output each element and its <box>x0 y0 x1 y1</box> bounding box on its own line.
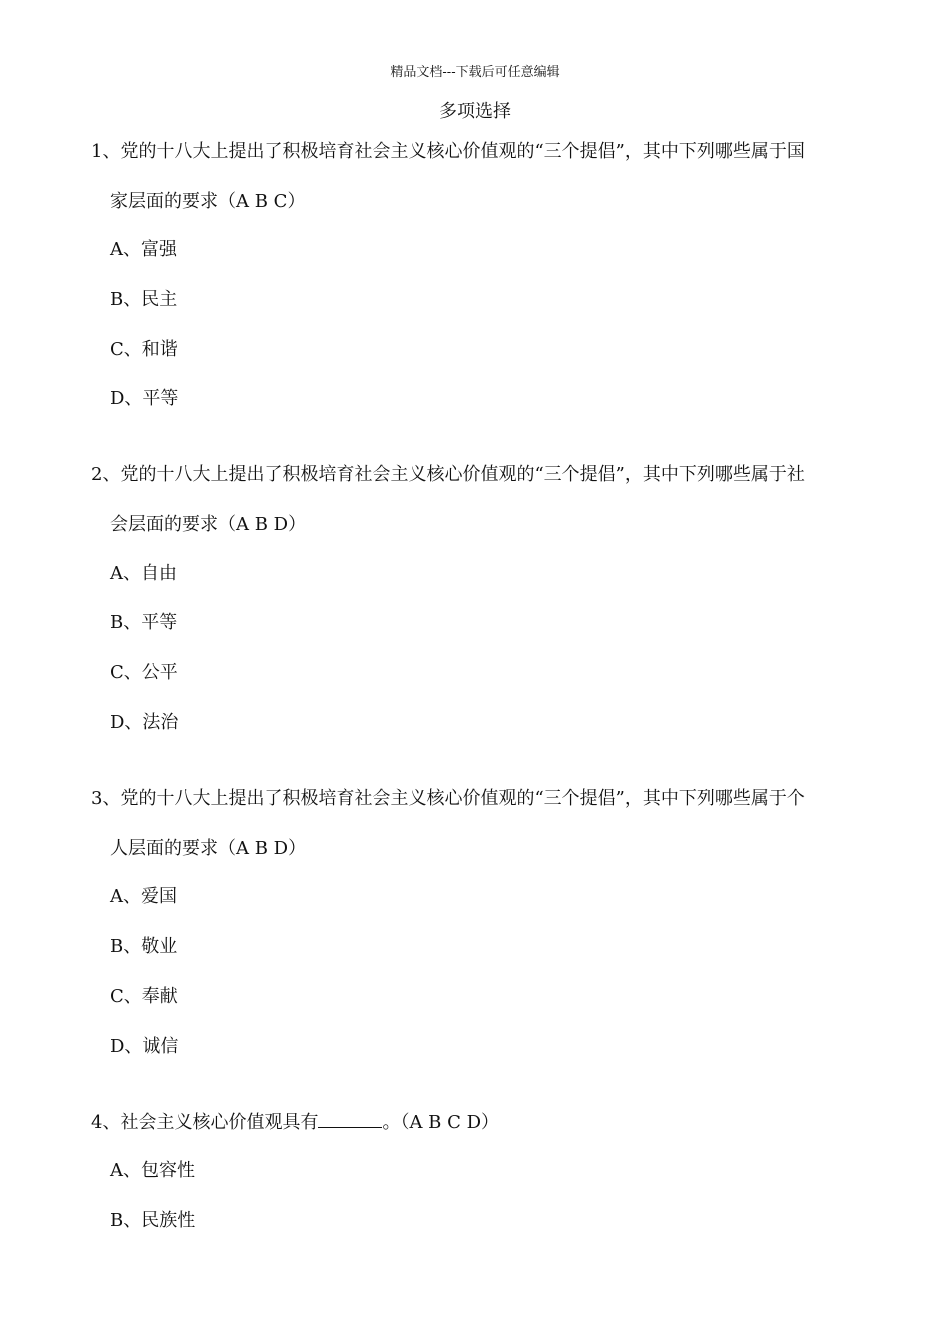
question-4-text: 4、社会主义核心价值观具有 <box>91 1112 319 1133</box>
question-3-option-c: C、奉献 <box>110 986 178 1007</box>
question-3-option-d: D、诚信 <box>110 1036 179 1057</box>
question-3-text-continued: 人层面的要求（A B D） <box>110 838 307 859</box>
question-4-option-b: B、民族性 <box>110 1210 196 1231</box>
question-1-option-d: D、平等 <box>110 388 179 409</box>
question-3-option-b: B、敬业 <box>110 936 178 957</box>
question-2-option-a: A、自由 <box>110 563 177 584</box>
question-4 <box>91 1098 871 1148</box>
question-1-text: 1、党的十八大上提出了积极培育社会主义核心价值观的“三个提倡”，其中下列哪些属于国 <box>91 141 805 162</box>
question-1-option-a: A、富强 <box>110 239 177 260</box>
question-2 <box>91 450 871 550</box>
question-3-option-a: A、爱国 <box>110 886 177 907</box>
question-1-option-b: B、民主 <box>110 289 178 310</box>
question-2-text-continued: 会层面的要求（A B D） <box>110 514 307 535</box>
question-1 <box>91 127 871 227</box>
question-1-option-c: C、和谐 <box>110 339 178 360</box>
question-4-answer: 。（A B C D） <box>382 1112 500 1133</box>
page-header: 精品文档---下载后可任意编辑 <box>390 65 560 80</box>
question-4-option-a: A、包容性 <box>110 1160 195 1181</box>
question-2-option-d: D、法治 <box>110 712 179 733</box>
question-1-text-continued: 家层面的要求（A B C） <box>110 191 306 212</box>
question-3 <box>91 774 871 874</box>
page-title: 多项选择 <box>439 101 511 122</box>
question-2-option-c: C、公平 <box>110 662 178 683</box>
question-3-text: 3、党的十八大上提出了积极培育社会主义核心价值观的“三个提倡”，其中下列哪些属于个 <box>91 788 805 809</box>
question-2-text: 2、党的十八大上提出了积极培育社会主义核心价值观的“三个提倡”，其中下列哪些属于社 <box>91 464 805 485</box>
question-4-blank <box>318 1113 382 1128</box>
question-2-option-b: B、平等 <box>110 612 178 633</box>
